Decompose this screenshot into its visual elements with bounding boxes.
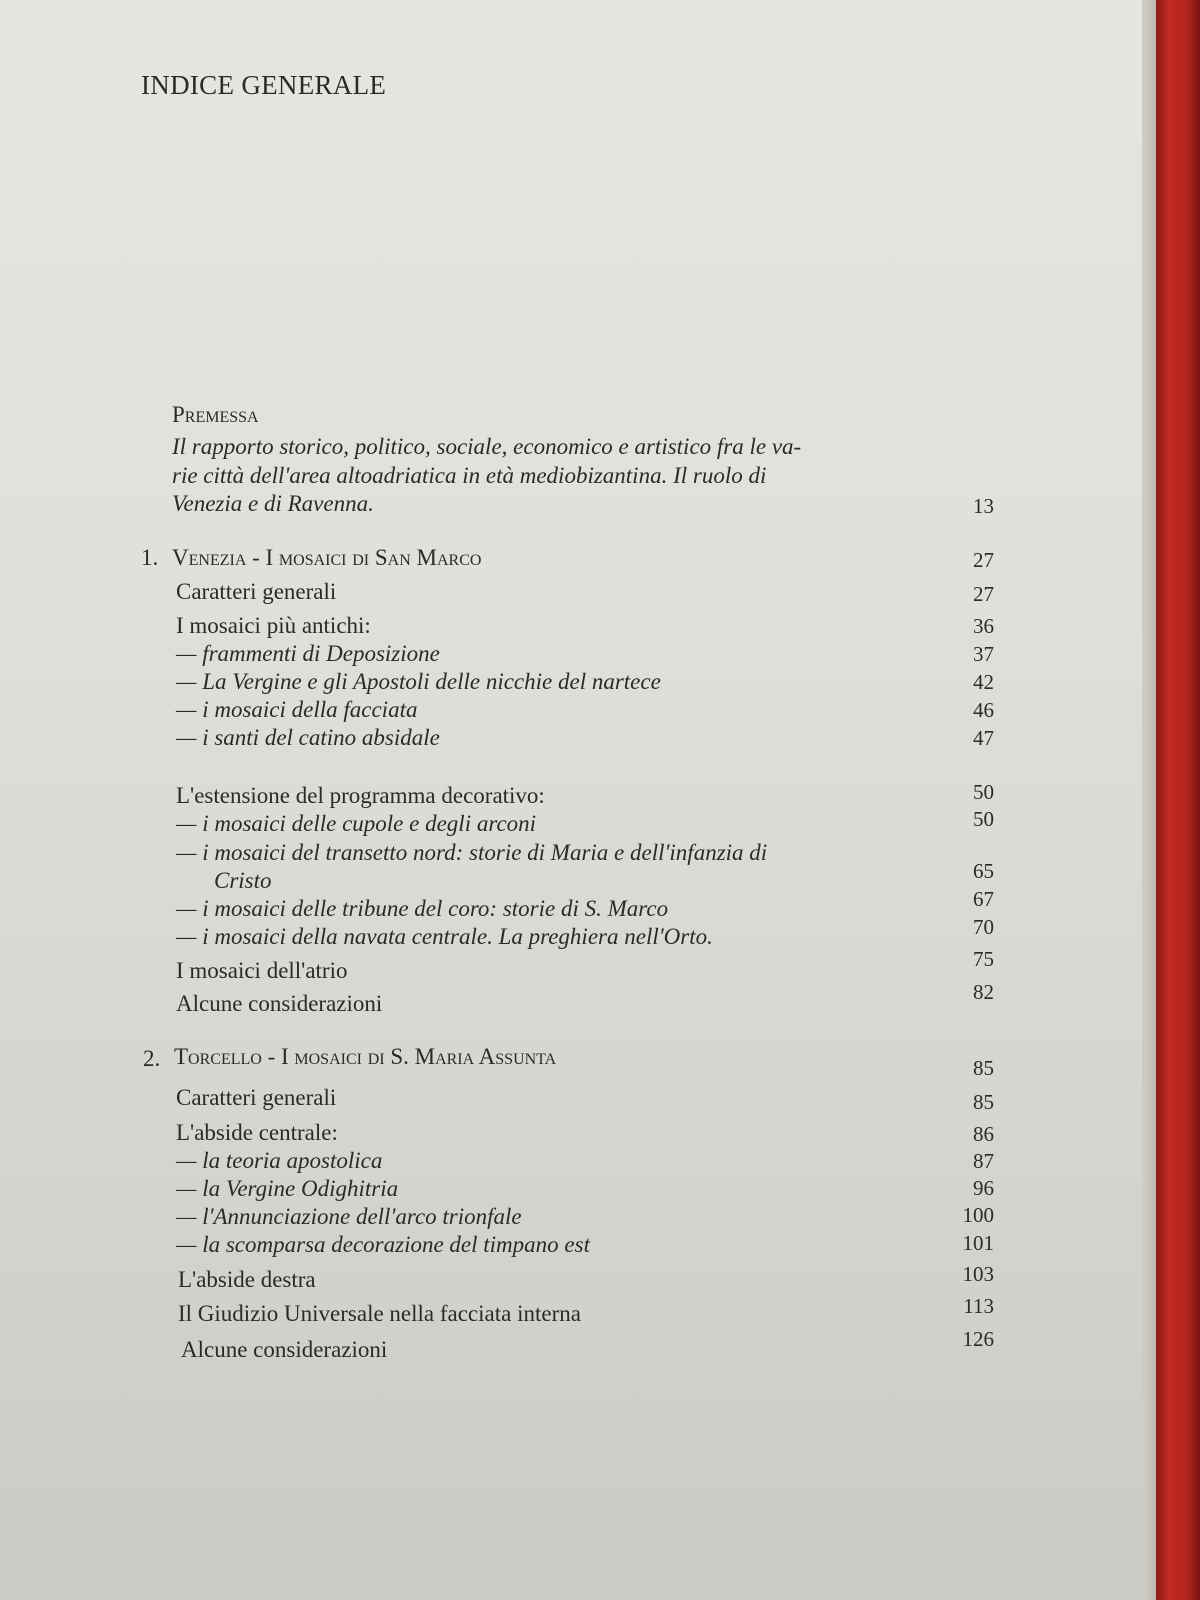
chapter-2-title: Torcello - I mosaici di S. Maria Assunta [174,1044,557,1069]
ch2-page-number: 85 [973,1056,994,1080]
ch1-entry: — i mosaici delle cupole e degli arconi [176,811,537,836]
ch2-page-number: 103 [962,1262,994,1286]
ch2-page-number: 86 [973,1122,994,1146]
ch1-entry: L'estensione del programma decorativo: [176,783,545,808]
ch1-page-number: 46 [973,698,994,722]
ch1-page-number: 82 [973,980,994,1004]
ch1-entry: — i mosaici della facciata [176,697,418,722]
ch2-entry: — l'Annunciazione dell'arco trionfale [176,1204,522,1229]
index-heading: INDICE GENERALE [141,70,387,100]
ch1-entry: — i santi del catino absidale [176,725,440,750]
ch1-page-number: 70 [973,915,994,939]
ch2-entry: — la scomparsa decorazione del timpano est [176,1232,590,1257]
ch1-page-number: 37 [973,642,994,666]
chapter-1-title: Venezia - I mosaici di San Marco [172,545,482,570]
ch1-entry: — i mosaici del transetto nord: storie di Maria e dell'infanzia di [176,840,768,865]
ch1-page-number: 47 [973,726,994,750]
premessa-page-number: 13 [973,494,994,518]
ch2-entry: Il Giudizio Universale nella facciata interna [178,1301,581,1326]
chapter-2-number: 2. [143,1046,161,1071]
ch2-page-number: 101 [962,1231,994,1255]
ch1-page-number: 36 [973,614,994,638]
ch1-page-number: 75 [973,947,994,971]
ch2-page-number: 113 [963,1294,994,1318]
ch2-entry: — la teoria apostolica [176,1148,383,1173]
premessa-text-line-1: Il rapporto storico, politico, sociale, economico e artistico fra le va- [172,434,802,459]
ch1-page-number: 65 [973,859,994,883]
page-edge [1142,0,1156,1600]
ch2-page-number: 96 [973,1176,994,1200]
ch1-entry: I mosaici dell'atrio [176,958,348,983]
premessa-text-line-3: Venezia e di Ravenna. [172,491,374,516]
ch2-entry: L'abside destra [178,1267,316,1292]
ch1-entry: I mosaici più antichi: [176,613,371,638]
ch1-entry: Cristo [214,868,272,893]
ch1-entry: — i mosaici delle tribune del coro: storie di S. Marco [176,896,669,921]
ch2-entry: Alcune considerazioni [181,1337,388,1362]
ch1-entry: Caratteri generali [176,579,337,604]
ch2-entry: Caratteri generali [176,1085,337,1110]
ch1-page-number: 50 [973,807,994,831]
ch1-page-number: 27 [973,582,994,606]
ch1-page-number: 67 [973,887,994,911]
ch2-page-number: 126 [962,1327,994,1351]
ch1-page-number: 27 [973,548,994,572]
ch2-entry: L'abside centrale: [176,1120,338,1145]
ch1-entry: — i mosaici della navata centrale. La preghiera nell'Orto. [176,924,713,949]
ch1-page-number: 42 [973,670,994,694]
ch1-entry: — La Vergine e gli Apostoli delle nicchie del nartece [176,669,661,694]
chapter-1-number: 1. [141,545,159,570]
ch1-page-number: 50 [973,780,994,804]
ch1-entry: — frammenti di Deposizione [176,641,440,666]
ch2-page-number: 87 [973,1149,994,1173]
ch2-page-number: 85 [973,1090,994,1114]
ch2-entry: — la Vergine Odighitria [176,1176,399,1201]
red-book-cover [1156,0,1200,1600]
premessa-title: Premessa [172,402,259,427]
ch2-page-number: 100 [962,1203,994,1227]
premessa-text-line-2: rie città dell'area altoadriatica in età mediobizantina. Il ruolo di [172,463,767,488]
ch1-entry: Alcune considerazioni [176,991,383,1016]
